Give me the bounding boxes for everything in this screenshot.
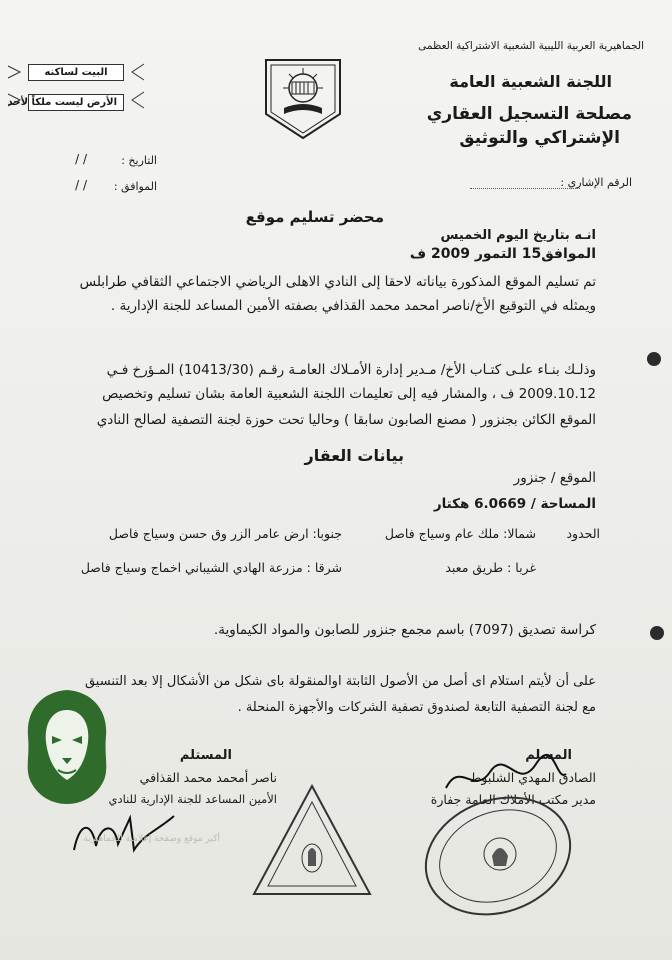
para-3-line-1: على أن لأيتم استلام اى أصل من الأصول الثابتة اوالمنقولة باى شكل من الأشكال إلا بعد التنسيق bbox=[84, 674, 596, 689]
section-title: بيانات العقار bbox=[304, 446, 404, 465]
punch-hole-top bbox=[647, 352, 661, 366]
para-2-line-1: وذلـك بنـاء علـى كتـاب الأخ/ مـدير إدارة الأمـلاك العامـة رقـم (10413/30) المـؤرخ فـي bbox=[106, 362, 596, 378]
document-title: محضر تسليم موقع bbox=[245, 208, 384, 226]
punch-hole-bottom bbox=[650, 626, 664, 640]
intro-line-2: الموافق15 التمور 2009 ف bbox=[409, 246, 596, 262]
receiver-title: المستلم bbox=[179, 748, 232, 763]
lion-watermark-logo bbox=[20, 688, 114, 806]
slogan-top: البيت لساكنه bbox=[28, 64, 124, 81]
corresponding-value: / / bbox=[75, 178, 87, 192]
country-line: الجماهيرية العربية الليبية الشعبية الاشتراكية العظمى bbox=[418, 40, 644, 52]
para-3-line-2: مع لجنة التصفية التابعة لصندوق تصفية الشركات والأجهزة المنحلة . bbox=[237, 700, 596, 715]
slogan-stamp bbox=[6, 60, 146, 116]
deliverer-role: مدير مكتب الأملاك العامة جفارة bbox=[430, 792, 596, 807]
deliverer-name: الصادق المهدي الشلبوط bbox=[469, 770, 596, 785]
certificate-line: كراسة تصديق (7097) باسم مجمع جنزور للصابون والمواد الكيماوية. bbox=[213, 622, 596, 638]
para-1-line-2: ويمثله في التوقيع الأخ/ناصر امحمد محمد القذافي بصفته الأمين المساعد للجنة الإدارية . bbox=[110, 298, 596, 314]
authority-line-2: الإشتراكي والتوثيق bbox=[459, 128, 620, 148]
receiver-name: ناصر أمحمد محمد القذافي bbox=[139, 770, 277, 785]
deliverer-signature bbox=[440, 752, 570, 802]
date-label: التاريخ : bbox=[121, 154, 157, 167]
east-border: شرقا : مزرعة الهادي الشيباني اخماج وسياج فاصل bbox=[80, 560, 342, 575]
receiver-role: الأمين المساعد للجنة الإدارية للنادي bbox=[108, 792, 277, 806]
para-2-line-3: الموقع الكائن بجنزور ( مصنع الصابون سابقا ) وحاليا تحت حوزة لجنة التصفية لصالح النادي bbox=[96, 412, 596, 428]
para-2-line-2: 2009.10.12 ف ، والمشار فيه إلى تعليمات اللجنة الشعبية العامة بشان تسليم وتخصيص bbox=[102, 386, 596, 402]
deliverer-title: المسلم bbox=[525, 748, 572, 763]
corresponding-label: الموافق : bbox=[113, 180, 157, 193]
emblem-logo bbox=[262, 56, 344, 142]
area-field: المساحة / 6.0669 هكتار bbox=[433, 496, 596, 512]
authority-line-1: مصلحة التسجيل العقاري bbox=[426, 104, 632, 124]
slogan-bottom: الأرض ليست ملكاً لأحد bbox=[28, 94, 124, 111]
west-border: غربا : طريق معبد bbox=[445, 560, 536, 575]
committee-name: اللجنة الشعبية العامة bbox=[449, 72, 612, 91]
intro-line-1: انـه بتاريخ اليوم الخميس bbox=[440, 228, 596, 243]
para-1-line-1: تم تسليم الموقع المذكورة بياناته لاحقا إلى النادي الاهلى الرياضي الاجتماعي الثقافي طرابلس bbox=[79, 274, 596, 290]
reference-label: الرقم الإشاري : bbox=[560, 176, 632, 189]
date-value: / / bbox=[75, 152, 87, 166]
site-field: الموقع / جنزور bbox=[513, 470, 596, 486]
reference-field bbox=[470, 188, 580, 189]
round-stamp bbox=[418, 790, 578, 920]
borders-label: الحدود bbox=[566, 526, 600, 541]
watermark-text: أكبر موقع وصفحة إعلامية للجماهيرية bbox=[83, 834, 220, 844]
north-border: شمالا: ملك عام وسياج فاصل bbox=[384, 526, 536, 541]
triangle-stamp bbox=[250, 782, 374, 900]
south-border: جنوبا: ارض عامر الزر وق حسن وسياج فاصل bbox=[108, 526, 342, 541]
